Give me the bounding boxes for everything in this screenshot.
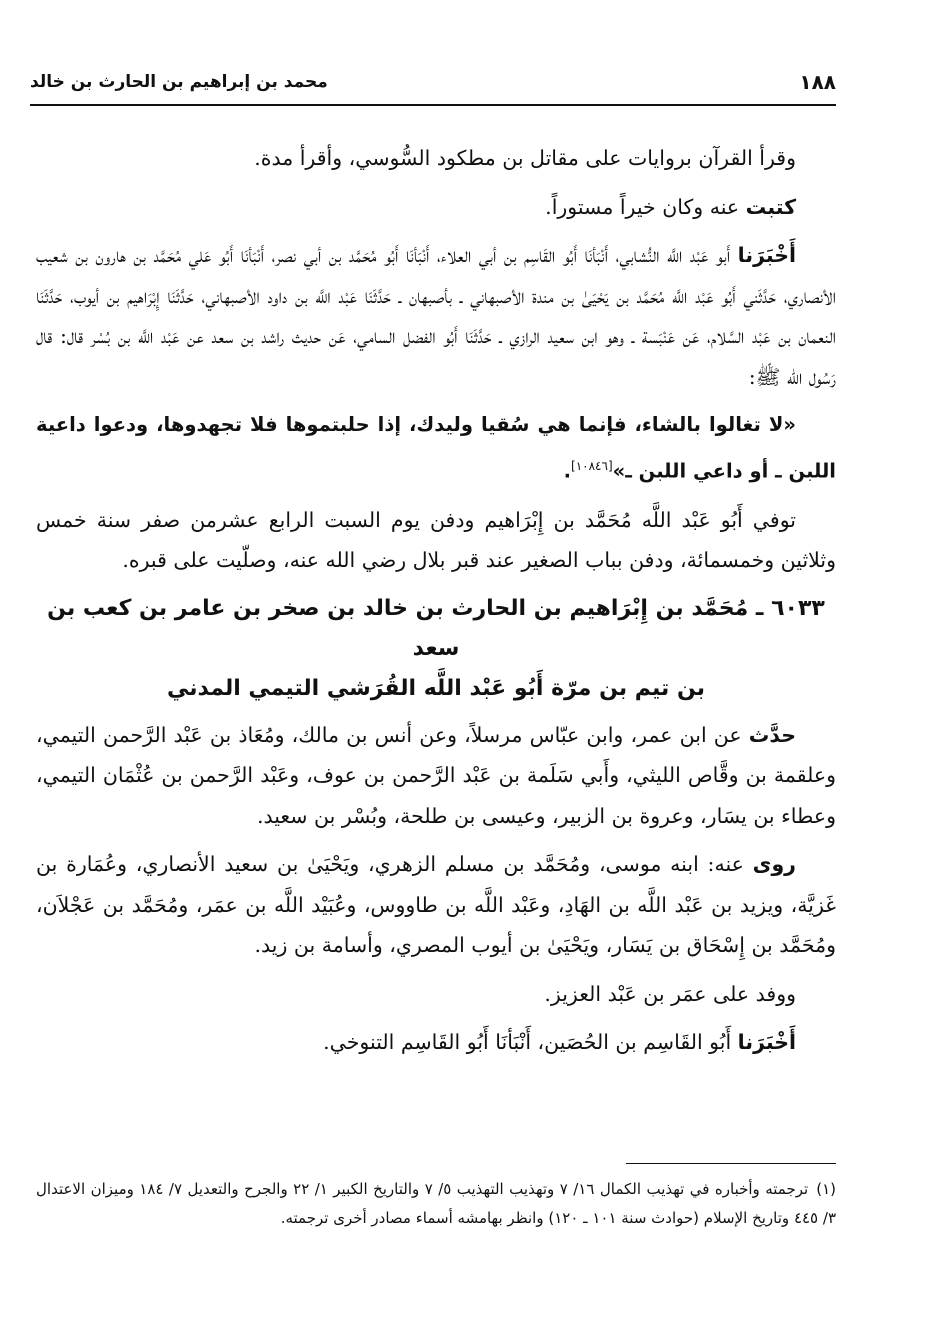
- page-header: [30, 64, 836, 106]
- page-number: ١٨٨: [799, 70, 836, 94]
- paragraph-akhbarana: أَخْبَرَنا أَبُو القَاسِم بن الحُصَين، أَنْبَأنَا أَبُو القَاسِم التنوخي.: [323, 1030, 796, 1054]
- keyword: أَخْبَرَنا: [737, 243, 796, 267]
- hadith-reference: [١٠٨٤٦]: [571, 458, 613, 473]
- paragraph-death: توفي أَبُو عَبْد اللَّه مُحَمَّد بن إِبْرَاهيم ودفن يوم السبت الرابع عشرمن صفر سنة خمس وثلاثين وخمسمائة، ودفن بباب الصغير عند قبر بلال رضي الله عنه، وصلّيت على قبره.: [36, 507, 836, 572]
- paragraph-haddatha: حدَّث عن ابن عمر، وابن عبّاس مرسلاً، وعن أنس بن مالك، ومُعَاذ بن عَبْد الرَّحمن التيمي، وعلقمة بن وقَّاص الليثي، وأَبي سَلَمة بن عَبْد الرَّحمن بن عوف، وعَبْد الرَّحمن بن عُثْمَان التيمي، وعطاء بن يسَار، وعروة بن الزبير، وعيسى بن طلحة، وبُسْر بن سعيد.: [36, 722, 836, 828]
- hadith-text: «لا تغالوا بالشاء، فإنما هي سُقيا وليدك، إذا حلبتموها فلا تجهدوها، ودعوا داعية اللبن ـ أو داعي اللبن ـ»[١٠٨٤٦].: [36, 413, 836, 482]
- keyword: حدَّث: [748, 722, 796, 747]
- footnote-divider: [626, 1163, 836, 1164]
- keyword: روى: [752, 852, 796, 876]
- keyword: أَخْبَرَنا: [737, 1030, 796, 1054]
- paragraph-quran-reading: وقرأ القرآن بروايات على مقاتل بن مطكود السُّوسي، وأقرأ مدة.: [254, 146, 796, 170]
- paragraph-rawa: روى عنه: ابنه موسى، ومُحَمَّد بن مسلم الزهري، ويَحْيَىٰ بن سعيد الأنصاري، وعُمَارة بن غَزيَّة، ويزيد بن عَبْد اللَّه بن الهَادِ، وعَبْد اللَّه بن طاووس، وعُبَيْد اللَّه بن عمَر، ومُحَمَّد بن عَجْلاَن، ومُحَمَّد بن إِسْحَاق بن يَسَار، ويَحْيَىٰ بن أيوب المصري، وأسامة بن زيد.: [36, 852, 836, 957]
- entry-heading-line2: بن تيم بن مرّة أَبُو عَبْد اللَّه القُرَشي التيمي المدني: [166, 675, 706, 701]
- footnote-text: ترجمته وأخباره في تهذيب الكمال ١٦/ ٧ وتهذيب التهذيب ٥/ ٧ والتاريخ الكبير ١/ ٢٢ والجرح والتعديل ٧/ ١٨٤ وميزان الاعتدال ٣/ ٤٤٥ وتاريخ الإسلام (حوادث سنة ١٠١ ـ ١٢٠) وانظر بهامشه أسماء مصادر أخرى ترجمته.: [36, 1180, 836, 1227]
- paragraph-isnad: أَخْبَرَنا أَبو عَبْد اللَّه النُّشابي، أَنْبَأنَا أَبُو القَاسِم بن أبي العلاء، أَنْبَأنَا أَبُو مُحَمَّد بن أبي نصر، أَنْبَأنَا أَبُو عَلي مُحَمَّد بن هارون بن شعيب الأنصاري، حَدَّثَني أَبُو عَبْد اللَّه مُحَمَّد بن يَحْيَىٰ بن مندة الأصبهاني ـ بأصبهان ـ حَدَّثَنَا عَبْد اللَّه بن داود الأصبهاني، حَدَّثَنَا إِبْرَاهيم بن أيوب، حَدَّثَنَا النعمان بن عَبْد السَّلام، عَن عَنْبَسة ـ وهو ابن سعيد الرازي ـ حَدَّثَنَا أَبُو الفضل السامي، عَن حديث راشد بن سعد عن عَبْد اللَّه بن بُسْر قال: قال رَسُول الله ﷺ:: [36, 243, 836, 389]
- entry-heading: [36, 589, 836, 709]
- footnote: [36, 1175, 836, 1233]
- main-text: [36, 138, 836, 1071]
- entry-heading-line1: ٦٠٣٣ ـ مُحَمَّد بن إِبْرَاهيم بن الحارث بن خالد بن صخر بن عامر بن كعب بن سعد: [47, 595, 825, 661]
- keyword: كتبت: [745, 194, 796, 219]
- paragraph-wafada: ووفد على عمَر بن عَبْد العزيز.: [544, 981, 796, 1006]
- footnote-number: (١): [816, 1180, 836, 1198]
- running-title: محمد بن إبراهيم بن الحارث بن خالد: [30, 72, 328, 92]
- paragraph-kutibat: كتبت عنه وكان خيراً مستوراً.: [545, 194, 796, 219]
